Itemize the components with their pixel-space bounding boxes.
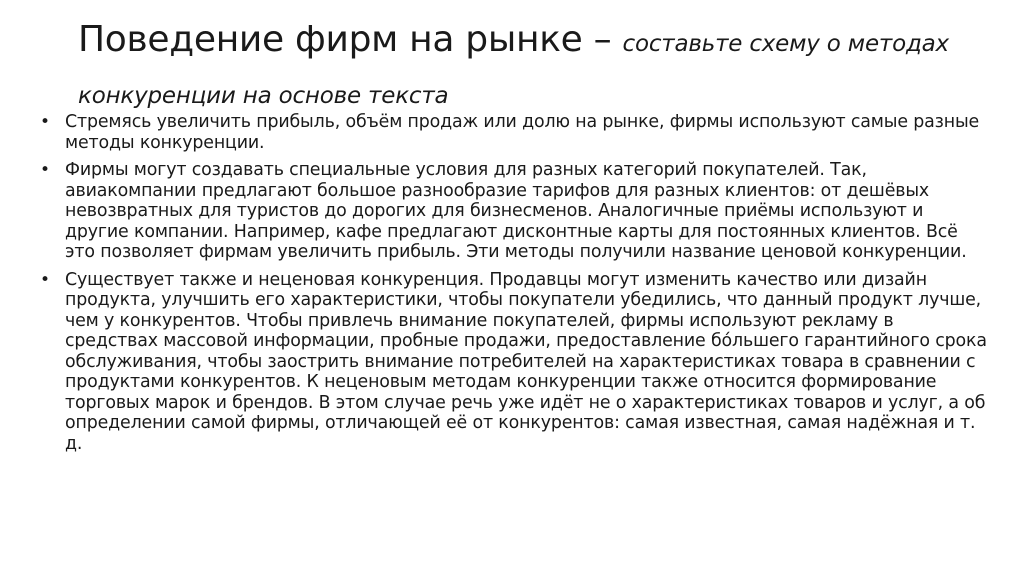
bullet-text: Стремясь увеличить прибыль, объём продаж или долю на рынке, фирмы используют самые разные методы конкуренции. [65, 112, 980, 153]
bullet-text: Существует также и неценовая конкуренция. Продавцы могут изменить качество или дизайн продукта, улучшить его характеристики, чтобы покупатели убедились, что данный продукт лучше, чем у конкурентов. Чтобы привлечь внимание покупателей, фирмы используют рекламу в средствах массовой информации, пробные продажи, предоставление бóльшего гарантийного срока обслуживания, чтобы заострить внимание потребителей на характеристиках товара в сравнении с продуктами конкурентов. К неценовым методам конкуренции также относится формирование торговых марок и брендов. В этом случае речь уже идёт не о характеристиках товаров и услуг, а об определении самой фирмы, отличающей её от конкурентов: самая известная, самая надёжная и т. д. [65, 269, 987, 454]
bullet-icon: • [40, 269, 50, 290]
bullet-icon: • [40, 160, 50, 180]
slide-title-main: Поведение фирм на рынке – [78, 19, 623, 60]
bullet-icon: • [40, 112, 50, 132]
bullet-item [40, 112, 990, 153]
bullet-item [40, 160, 990, 263]
bullet-list [40, 112, 990, 461]
slide-title-subtitle: составьте схему о методах конкуренции на основе текста [78, 31, 949, 109]
slide-title [78, 16, 978, 120]
bullet-item [40, 270, 990, 455]
bullet-text: Фирмы могут создавать специальные условия для разных категорий покупателей. Так, авиакомпании предлагают большое разнообразие тарифов для разных клиентов: от дешёвых невозвратных для туристов до дорогих для бизнесменов. Аналогичные приёмы используют и другие компании. Например, кафе предлагают дисконтные карты для постоянных клиентов. Всё это позволяет фирмам увеличить прибыль. Эти методы получили название ценовой конкуренции. [65, 160, 967, 262]
